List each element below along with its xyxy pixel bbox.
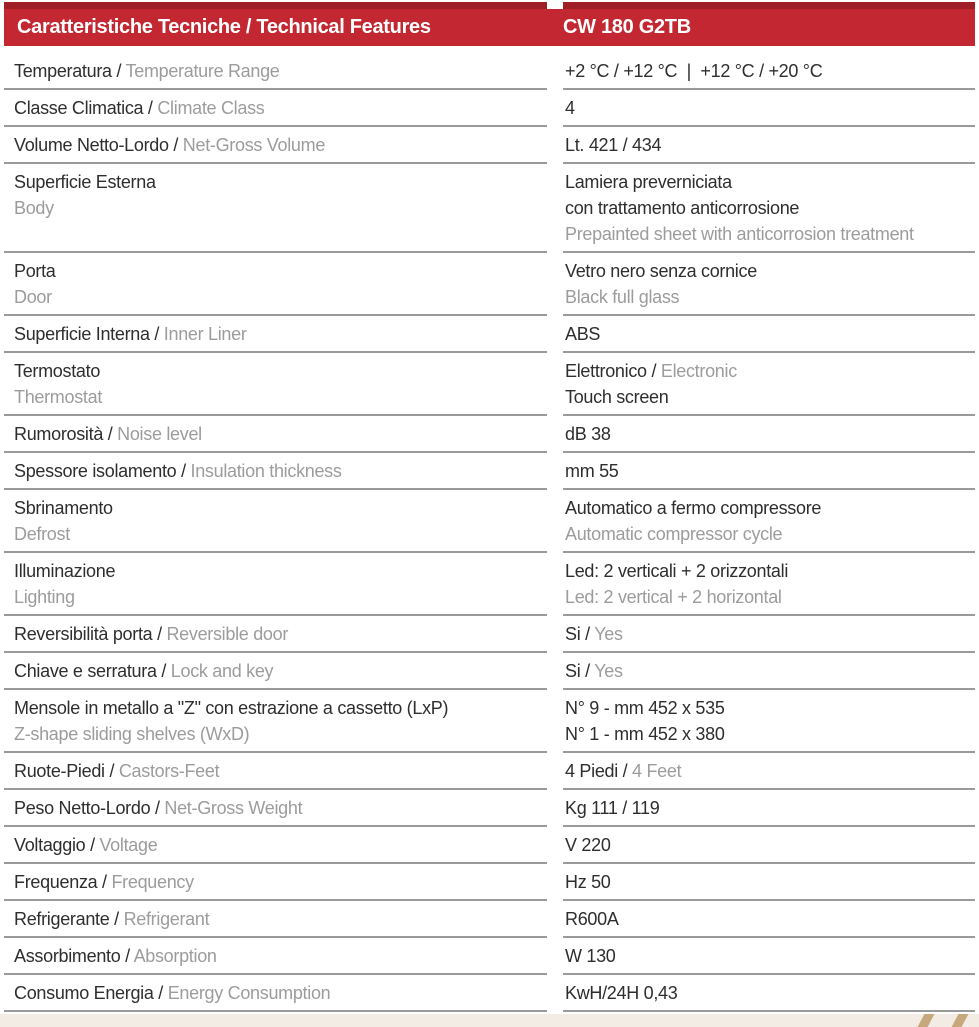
row-value [563,490,975,553]
value-line [565,384,975,410]
value-line [565,521,975,547]
row-value [563,127,975,164]
row-label-italian: Consumo Energia / [14,983,168,1003]
row-label-english: Door [14,287,52,307]
table-row [4,127,975,164]
row-label-english: Z-shape sliding shelves (WxD) [14,724,250,744]
row-label-english: Thermostat [14,387,103,407]
value-text: Lt. 421 / 434 [565,135,662,155]
row-label-italian: Superficie Interna / [14,324,164,344]
row-label [14,798,302,818]
value-line [565,721,975,747]
value-line [565,258,975,284]
value-text: Si / [565,661,595,681]
row-label [14,324,247,344]
value-text-muted: Yes [594,661,623,681]
row-label-english: Noise level [117,424,202,444]
table-row [4,653,975,690]
value-text: con trattamento anticorrosione [565,198,800,218]
value-text: W 130 [565,946,616,966]
table-row [4,864,975,901]
row-value [563,790,975,827]
row-label-italian: Frequenza / [14,872,112,892]
row-label [14,661,273,681]
header-shadow-right [563,2,975,9]
value-text: 4 [565,98,575,118]
row-value [563,353,975,416]
value-line [565,758,975,784]
row-label-english: Voltage [99,835,158,855]
value-line [565,221,975,247]
row-label [14,558,541,610]
header-title-features: Caratteristiche Tecniche / Technical Features [17,16,431,38]
value-text: dB 38 [565,424,611,444]
table-row [4,901,975,938]
value-text: KwH/24H 0,43 [565,983,678,1003]
value-text: Touch screen [565,387,669,407]
row-label-cell [4,90,547,127]
row-value [563,901,975,938]
row-label-italian: Refrigerante / [14,909,124,929]
row-label-italian: Mensole in metallo a "Z" con estrazione a cassetto (LxP) [14,698,449,718]
row-label [14,169,541,221]
row-label-italian: Rumorosità / [14,424,118,444]
value-line [565,321,975,347]
header-model-name: CW 180 G2TB [563,16,691,38]
row-label-cell [4,253,547,316]
value-text-muted: Electronic [660,361,737,381]
row-label [14,624,288,644]
footer-accent-slash-icon [918,1014,935,1027]
value-line [565,169,975,195]
row-label-cell [4,653,547,690]
row-value [563,938,975,975]
row-label-english: Defrost [14,524,70,544]
row-label-cell [4,975,547,1012]
table-row [4,975,975,1012]
value-line [565,358,975,384]
row-label-cell [4,316,547,353]
row-label-cell [4,127,547,164]
row-label-italian: Chiave e serratura / [14,661,171,681]
row-label-english: Frequency [111,872,194,892]
row-label [14,424,202,444]
row-label-italian: Temperatura / [14,61,126,81]
value-line [565,284,975,310]
row-value [563,90,975,127]
value-line [565,943,975,969]
value-text: Lamiera preverniciata [565,172,732,192]
value-text: Automatico a fermo compressore [565,498,822,518]
table-row [4,164,975,253]
value-line [565,658,975,684]
row-label-english: Reversible door [166,624,289,644]
value-line [565,584,975,610]
row-value [563,653,975,690]
table-row [4,416,975,453]
row-label [14,461,342,481]
row-label-cell [4,827,547,864]
row-value [563,753,975,790]
table-row [4,690,975,753]
row-label [14,495,541,547]
value-line [565,495,975,521]
row-label-english: Lighting [14,587,75,607]
row-label-italian: Porta [14,261,56,281]
value-line [565,869,975,895]
value-line [565,58,975,84]
table-row [4,353,975,416]
row-label-cell [4,864,547,901]
value-line [565,195,975,221]
value-text: +2 °C / +12 °C | +12 °C / +20 °C [565,61,823,81]
row-label [14,695,541,747]
value-text-muted: 4 Feet [632,761,682,781]
value-line [565,795,975,821]
row-label-cell [4,353,547,416]
table-row [4,316,975,353]
table-header [4,9,975,46]
table-row [4,827,975,864]
value-line [565,832,975,858]
row-label [14,909,209,929]
value-line [565,621,975,647]
value-line [565,558,975,584]
table-row [4,753,975,790]
row-label-cell [4,753,547,790]
row-label-italian: Ruote-Piedi / [14,761,119,781]
row-label-italian: Assorbimento / [14,946,134,966]
row-label [14,135,325,155]
value-text: R600A [565,909,619,929]
row-label-cell [4,790,547,827]
row-label-italian: Spessore isolamento / [14,461,191,481]
row-value [563,690,975,753]
row-value [563,416,975,453]
row-label-italian: Illuminazione [14,561,116,581]
value-text: Kg 111 / 119 [565,798,660,818]
value-text: N° 1 - mm 452 x 380 [565,724,725,744]
value-line [565,458,975,484]
row-value [563,164,975,253]
row-label-english: Body [14,198,54,218]
row-label-english: Insulation thickness [190,461,342,481]
row-value [563,975,975,1012]
row-label-cell [4,553,547,616]
row-label-italian: Sbrinamento [14,498,113,518]
row-label [14,358,541,410]
row-value [563,53,975,90]
row-value [563,827,975,864]
row-label-italian: Classe Climatica / [14,98,158,118]
row-label-cell [4,901,547,938]
row-label-cell [4,453,547,490]
table-row [4,490,975,553]
value-line [565,421,975,447]
row-label-italian: Superficie Esterna [14,172,156,192]
header-shadow-left [4,2,547,9]
footer-accent-slash-icon [952,1014,969,1027]
row-label-english: Temperature Range [125,61,280,81]
value-text: 4 Piedi / [565,761,633,781]
value-text: N° 9 - mm 452 x 535 [565,698,725,718]
row-label-english: Climate Class [157,98,265,118]
value-text: Hz 50 [565,872,611,892]
row-value [563,616,975,653]
row-label-english: Lock and key [170,661,274,681]
value-text: V 220 [565,835,611,855]
header-shadow-strip [4,2,975,9]
row-label-cell [4,616,547,653]
row-value [563,553,975,616]
table-row [4,790,975,827]
header-shadow-gap [547,2,563,9]
value-text: Si / [565,624,595,644]
table-row [4,90,975,127]
row-label-italian: Reversibilità porta / [14,624,167,644]
table-row [4,553,975,616]
value-text: Elettronico / [565,361,661,381]
table-row [4,616,975,653]
row-label [14,983,330,1003]
row-label-cell [4,690,547,753]
row-label [14,872,194,892]
row-label-english: Net-Gross Volume [182,135,326,155]
table-row [4,453,975,490]
row-label-english: Net-Gross Weight [164,798,303,818]
value-text-muted: Automatic compressor cycle [565,524,783,544]
value-line [565,695,975,721]
row-label-english: Energy Consumption [167,983,331,1003]
table-row [4,253,975,316]
row-label-cell [4,53,547,90]
value-text-muted: Prepainted sheet with anticorrosion treatment [565,224,914,244]
value-line [565,132,975,158]
row-label-english: Inner Liner [163,324,247,344]
value-text: Vetro nero senza cornice [565,261,757,281]
row-label-italian: Termostato [14,361,101,381]
value-text: Led: 2 verticali + 2 orizzontali [565,561,789,581]
value-text-muted: Black full glass [565,287,680,307]
row-label-italian: Peso Netto-Lordo / [14,798,165,818]
value-text: mm 55 [565,461,619,481]
row-label-cell [4,938,547,975]
row-label-english: Castors-Feet [118,761,220,781]
value-line [565,906,975,932]
footer-strip [0,1014,979,1027]
table-row [4,938,975,975]
row-value [563,864,975,901]
row-label-cell [4,164,547,253]
row-label-cell [4,490,547,553]
row-label-italian: Volume Netto-Lordo / [14,135,183,155]
value-text-muted: Yes [594,624,623,644]
value-text-muted: Led: 2 vertical + 2 horizontal [565,587,782,607]
value-line [565,980,975,1006]
row-label-english: Refrigerant [123,909,210,929]
row-value [563,316,975,353]
table-row [4,53,975,90]
spec-table [4,53,975,1012]
row-label [14,835,157,855]
row-label-cell [4,416,547,453]
row-label [14,761,219,781]
row-label [14,61,280,81]
row-label [14,98,264,118]
row-label-italian: Voltaggio / [14,835,100,855]
row-value [563,453,975,490]
row-label-english: Absorption [133,946,217,966]
row-label [14,258,541,310]
row-value [563,253,975,316]
row-label [14,946,217,966]
value-text: ABS [565,324,601,344]
value-line [565,95,975,121]
